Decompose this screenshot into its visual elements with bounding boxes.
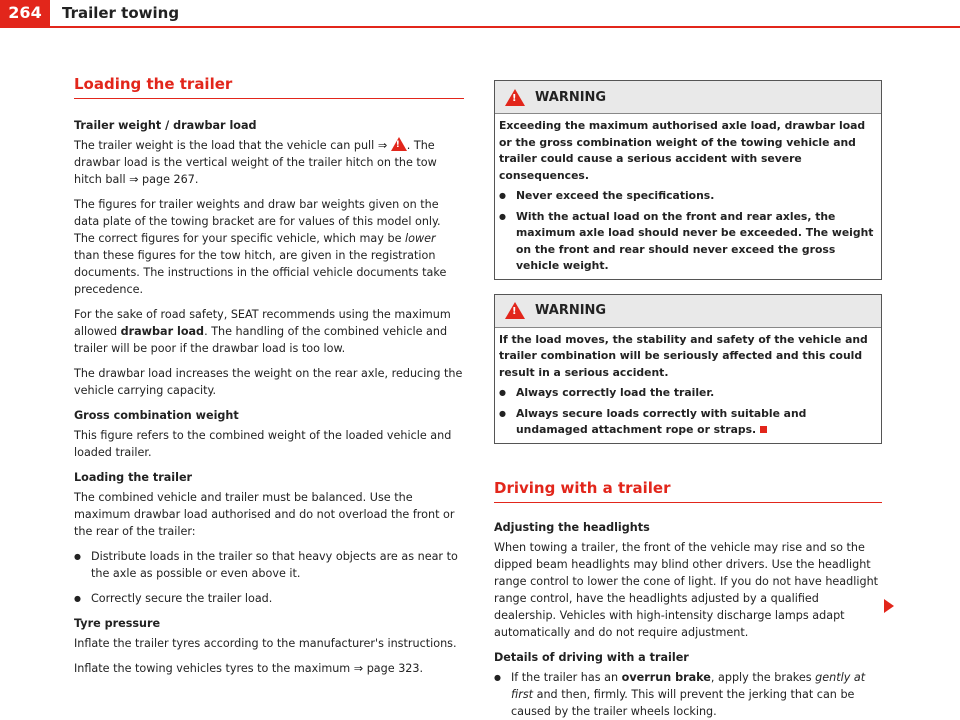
- warning-triangle-icon: [505, 302, 525, 319]
- right-column: [494, 80, 882, 720]
- subheading-headlights: Adjusting the headlights: [494, 520, 650, 534]
- list-item: [494, 669, 882, 720]
- left-column: [74, 74, 464, 677]
- warning-box-load-moves: [494, 294, 882, 444]
- list-item: ● Never exceed the specifications.: [499, 188, 877, 205]
- warning-triangle-icon: [391, 137, 407, 151]
- list-item: ● With the actual load on the front and rear axles, the maximum axle load should never be exceeded. The weight on the front and rear should never exceed the gross vehicle weight.: [499, 209, 877, 275]
- warning-text: If the load moves, the stability and safety of the vehicle and trailer combination will be seriously affected and this could result in a serious accident.: [499, 332, 868, 379]
- warning-header: [495, 295, 881, 328]
- page-reference-link[interactable]: page 323.: [363, 662, 424, 675]
- warning-triangle-icon: [505, 89, 525, 106]
- warning-body: [495, 328, 881, 443]
- text-segment: The figures for trailer weights and draw bar weights given on the data plate of the towing bracket are for values of this model only. The correct figures for your specific vehicle, which may be: [74, 198, 441, 245]
- paragraph-road-safety: [74, 306, 464, 357]
- strong-text: overrun brake: [621, 670, 711, 684]
- header-rule: [0, 26, 960, 28]
- text-segment: For the sake of road safety, SEAT recommends using the maximum allowed: [74, 308, 451, 338]
- warning-box-axle-load: [494, 80, 882, 280]
- list-item: [499, 406, 877, 439]
- paragraph-towing-tyres: [74, 660, 464, 677]
- warning-body: [495, 114, 881, 279]
- page-reference-link[interactable]: page 267.: [138, 173, 199, 186]
- warning-text: Exceeding the maximum authorised axle load, drawbar load or the gross combination weight of the towing vehicle and trailer could cause a serious accident with severe consequences.: [499, 119, 866, 182]
- paragraph-headlights: When towing a trailer, the front of the vehicle may rise and so the dipped beam headlights may blind other drivers. Use the headlight range control to lower the cone of light. If you do not have headlight range control, have the headlights adjusted by a qualified dealership. Vehicles with high-intensity discharge lamps adapt automatically and do not require adjustment.: [494, 540, 879, 639]
- page-number: 264: [0, 0, 50, 26]
- subheading-trailer-weight: Trailer weight / drawbar load: [74, 119, 257, 132]
- warning-label: WARNING: [535, 303, 607, 318]
- paragraph-trailer-weight: [74, 137, 464, 188]
- list-item: ● Correctly secure the trailer load.: [74, 590, 464, 607]
- emphasis-text: gently at first: [511, 670, 866, 701]
- text-segment: The trailer weight is the load that the vehicle can pull: [74, 139, 378, 152]
- paragraph-gross-weight: This figure refers to the combined weight of the loaded vehicle and loaded trailer.: [74, 429, 452, 459]
- chapter-title: Trailer towing: [62, 4, 180, 22]
- text-segment: Inflate the towing vehicles tyres to the maximum: [74, 662, 354, 675]
- warning-header: [495, 81, 881, 114]
- list-item: ● Always correctly load the trailer.: [499, 385, 877, 402]
- text-segment: . The handling of the combined vehicle and trailer will be poor if the drawbar load is too low.: [74, 325, 448, 355]
- text-segment: . The drawbar load is the vertical weight of the trailer hitch on the tow hitch ball: [74, 139, 437, 186]
- paragraph-rear-axle: The drawbar load increases the weight on the rear axle, reducing the vehicle carrying capacity.: [74, 367, 463, 397]
- list-item: ● Distribute loads in the trailer so that heavy objects are as near to the axle as possible or even above it.: [74, 548, 464, 582]
- subheading-gross-weight: Gross combination weight: [74, 409, 239, 422]
- text-segment: and then, firmly. This will prevent the jerking that can be caused by the trailer wheels locking.: [511, 687, 855, 718]
- text-segment: Always secure loads correctly with suitable and undamaged attachment rope or straps.: [516, 406, 807, 436]
- text-segment: , apply the brakes: [710, 670, 816, 684]
- text-segment: than these figures for the tow hitch, are given in the registration documents. The instructions in the official vehicle documents take precedence.: [74, 249, 447, 296]
- section-title-driving: Driving with a trailer: [494, 478, 882, 503]
- end-marker-icon: [760, 426, 767, 433]
- arrow-icon: ⇒: [377, 139, 388, 152]
- page-header: [0, 0, 960, 26]
- subheading-tyre-pressure: Tyre pressure: [74, 617, 161, 630]
- next-page-arrow-icon[interactable]: [884, 599, 894, 613]
- arrow-icon: ⇒: [353, 662, 364, 675]
- strong-text: drawbar load: [120, 325, 205, 338]
- paragraph-trailer-tyres: Inflate the trailer tyres according to the manufacturer's instructions.: [74, 637, 457, 650]
- text-segment: If the trailer has an: [511, 670, 622, 684]
- paragraph-data-plate: [74, 196, 464, 298]
- subheading-details: Details of driving with a trailer: [494, 650, 689, 664]
- section-title-loading: Loading the trailer: [74, 74, 464, 99]
- arrow-icon: ⇒: [129, 173, 139, 186]
- emphasis-text: lower: [405, 232, 436, 245]
- paragraph-balanced: The combined vehicle and trailer must be balanced. Use the maximum drawbar load authorised and do not overload the front or the rear of the trailer:: [74, 491, 455, 538]
- warning-label: WARNING: [535, 89, 607, 105]
- subheading-loading: Loading the trailer: [74, 471, 193, 484]
